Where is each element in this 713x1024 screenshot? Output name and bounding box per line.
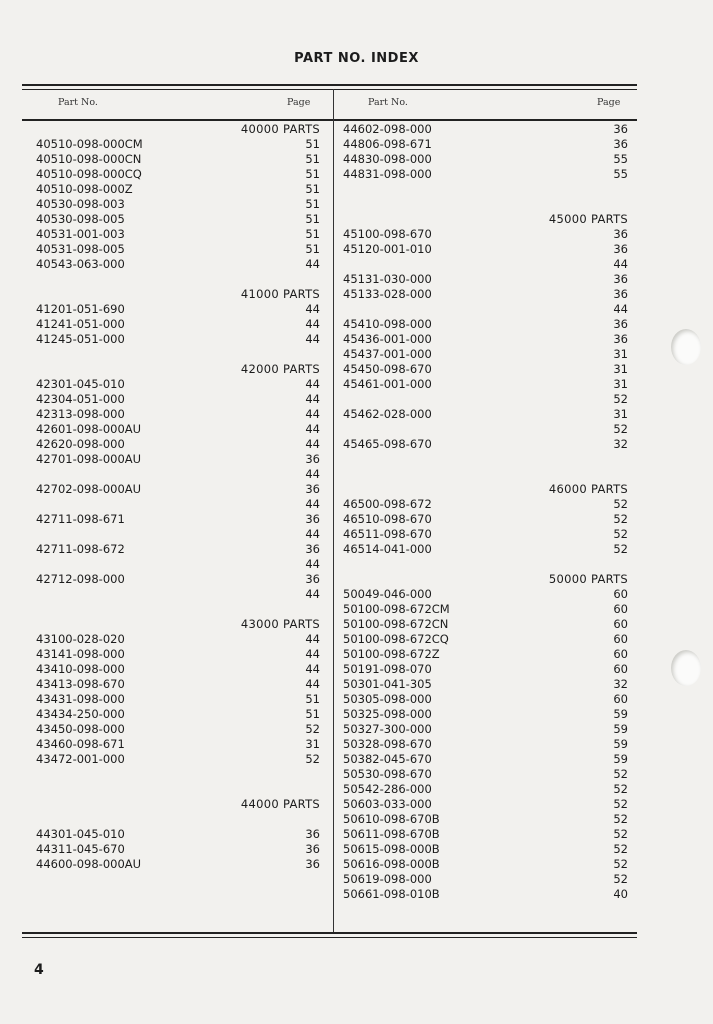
spacer-row: [36, 782, 320, 797]
index-row: [343, 872, 628, 887]
binder-hole: [671, 329, 701, 365]
index-row: [36, 497, 320, 512]
index-row: [343, 632, 628, 647]
left-part-header: Part No.: [58, 97, 98, 108]
index-row: [36, 242, 320, 257]
part-number: 42711-098-672: [36, 542, 125, 556]
part-number: 50611-098-670B: [343, 827, 440, 841]
index-row: [343, 362, 628, 377]
column-divider: [333, 89, 334, 932]
part-number: 42712-098-000: [36, 572, 125, 586]
right-index-column: [343, 122, 628, 902]
section-heading: [343, 212, 628, 227]
index-row: [36, 422, 320, 437]
index-row: [36, 857, 320, 872]
page-ref: 59: [613, 752, 628, 766]
spacer-row: [343, 452, 628, 467]
index-row: [343, 152, 628, 167]
section-heading: [36, 287, 320, 302]
right-part-header: Part No.: [368, 97, 408, 108]
page-ref: 36: [613, 287, 628, 301]
index-row: [343, 227, 628, 242]
index-row: [343, 392, 628, 407]
part-number: 40543-063-000: [36, 257, 125, 271]
spacer-row: [36, 602, 320, 617]
part-number: 45133-028-000: [343, 287, 432, 301]
page-ref: 36: [613, 332, 628, 346]
index-row: [36, 137, 320, 152]
index-row: [343, 647, 628, 662]
part-number: 45450-098-670: [343, 362, 432, 376]
index-row: [36, 437, 320, 452]
part-number: 50610-098-670B: [343, 812, 440, 826]
index-row: [343, 737, 628, 752]
page-ref: 44: [613, 302, 628, 316]
part-number: 50328-098-670: [343, 737, 432, 751]
part-number: 41241-051-000: [36, 317, 125, 331]
page-ref: 51: [305, 167, 320, 181]
index-row: [343, 497, 628, 512]
page-ref: 31: [613, 407, 628, 421]
index-row: [343, 602, 628, 617]
part-number: 42702-098-000AU: [36, 482, 142, 496]
spacer-row: [36, 767, 320, 782]
part-number: 50100-098-672CQ: [343, 632, 449, 646]
part-number: 50616-098-000B: [343, 857, 440, 871]
page-ref: 44: [305, 422, 320, 436]
index-row: [343, 377, 628, 392]
index-row: [343, 347, 628, 362]
part-number: 41245-051-000: [36, 332, 125, 346]
page-ref: 44: [305, 497, 320, 511]
page-ref: 32: [613, 437, 628, 451]
page-ref: 60: [613, 647, 628, 661]
index-row: [36, 407, 320, 422]
bottom-rule-thin: [22, 937, 637, 938]
index-row: [343, 272, 628, 287]
index-row: [36, 737, 320, 752]
page-ref: 44: [305, 377, 320, 391]
part-number: 50542-286-000: [343, 782, 432, 796]
index-row: [36, 257, 320, 272]
page-ref: 36: [305, 542, 320, 556]
part-number: 50100-098-672CM: [343, 602, 450, 616]
left-page-header: Page: [287, 97, 311, 108]
index-row: [343, 662, 628, 677]
part-number: 42313-098-000: [36, 407, 125, 421]
part-number: 44602-098-000: [343, 122, 432, 136]
part-number: 50100-098-672Z: [343, 647, 440, 661]
index-row: [343, 827, 628, 842]
page-ref: 36: [613, 137, 628, 151]
part-number: 45465-098-670: [343, 437, 432, 451]
index-row: [36, 572, 320, 587]
index-row: [343, 707, 628, 722]
page-ref: 36: [613, 272, 628, 286]
part-number: 50327-300-000: [343, 722, 432, 736]
section-label: 50000 PARTS: [548, 572, 628, 586]
spacer-row: [36, 347, 320, 362]
index-row: [36, 452, 320, 467]
page-ref: 36: [613, 122, 628, 136]
section-heading: [343, 572, 628, 587]
part-number: 44831-098-000: [343, 167, 432, 181]
part-number: 50305-098-000: [343, 692, 432, 706]
page-ref: 36: [305, 452, 320, 466]
page-ref: 60: [613, 692, 628, 706]
page-ref: 36: [305, 512, 320, 526]
part-number: 42304-051-000: [36, 392, 125, 406]
page-ref: 60: [613, 602, 628, 616]
page-ref: 52: [305, 752, 320, 766]
section-label: 43000 PARTS: [240, 617, 320, 631]
section-heading: [36, 362, 320, 377]
page-ref: 31: [305, 737, 320, 751]
page-ref: 52: [613, 812, 628, 826]
page-ref: 59: [613, 722, 628, 736]
part-number: 45410-098-000: [343, 317, 432, 331]
page-ref: 44: [305, 437, 320, 451]
page-ref: 36: [613, 317, 628, 331]
spacer-row: [343, 557, 628, 572]
part-number: 43434-250-000: [36, 707, 125, 721]
section-label: 44000 PARTS: [240, 797, 320, 811]
index-row: [343, 422, 628, 437]
part-number: 50619-098-000: [343, 872, 432, 886]
index-row: [36, 467, 320, 482]
part-number: 42711-098-671: [36, 512, 125, 526]
page-ref: 60: [613, 632, 628, 646]
part-number: 46514-041-000: [343, 542, 432, 556]
part-number: 44301-045-010: [36, 827, 125, 841]
page-ref: 31: [613, 377, 628, 391]
part-number: 46510-098-670: [343, 512, 432, 526]
page-ref: 51: [305, 212, 320, 226]
page-ref: 52: [613, 422, 628, 436]
bottom-rule: [22, 932, 637, 934]
index-row: [343, 842, 628, 857]
index-row: [36, 842, 320, 857]
spacer-row: [343, 467, 628, 482]
part-number: 45462-028-000: [343, 407, 432, 421]
section-heading: [36, 797, 320, 812]
page-ref: 36: [305, 857, 320, 871]
part-number: 50530-098-670: [343, 767, 432, 781]
part-number: 43460-098-671: [36, 737, 125, 751]
section-label: 42000 PARTS: [240, 362, 320, 376]
page-ref: 51: [305, 152, 320, 166]
page-ref: 44: [305, 302, 320, 316]
page-ref: 52: [613, 767, 628, 781]
page-ref: 44: [305, 557, 320, 571]
index-row: [343, 407, 628, 422]
left-index-column: [36, 122, 320, 872]
part-number: 50049-046-000: [343, 587, 432, 601]
page-ref: 52: [613, 542, 628, 556]
part-number: 40510-098-000Z: [36, 182, 133, 196]
page-ref: 52: [613, 782, 628, 796]
part-number: 44311-045-670: [36, 842, 125, 856]
index-row: [343, 782, 628, 797]
page-ref: 52: [613, 827, 628, 841]
part-number: 43413-098-670: [36, 677, 125, 691]
index-row: [343, 812, 628, 827]
page-ref: 44: [305, 587, 320, 601]
index-row: [343, 617, 628, 632]
index-row: [36, 662, 320, 677]
section-label: 40000 PARTS: [240, 122, 320, 136]
index-row: [343, 857, 628, 872]
spacer-row: [36, 272, 320, 287]
page-title: PART NO. INDEX: [294, 51, 419, 66]
index-row: [343, 692, 628, 707]
index-row: [36, 647, 320, 662]
part-number: 40510-098-000CQ: [36, 167, 142, 181]
page-ref: 52: [613, 392, 628, 406]
page-number: 4: [34, 962, 44, 978]
part-number: 45120-001-010: [343, 242, 432, 256]
index-row: [36, 212, 320, 227]
part-number: 50301-041-305: [343, 677, 432, 691]
index-row: [343, 137, 628, 152]
page-ref: 60: [613, 587, 628, 601]
index-row: [36, 482, 320, 497]
page-ref: 52: [613, 527, 628, 541]
part-number: 50615-098-000B: [343, 842, 440, 856]
index-row: [36, 692, 320, 707]
part-number: 43100-028-020: [36, 632, 125, 646]
page-ref: 36: [613, 242, 628, 256]
page-ref: 44: [305, 677, 320, 691]
part-number: 44830-098-000: [343, 152, 432, 166]
top-rule-thin: [22, 89, 637, 90]
index-row: [36, 317, 320, 332]
index-row: [343, 797, 628, 812]
part-number: 50603-033-000: [343, 797, 432, 811]
part-number: 50100-098-672CN: [343, 617, 449, 631]
index-row: [343, 887, 628, 902]
page-ref: 51: [305, 227, 320, 241]
part-number: 44600-098-000AU: [36, 857, 142, 871]
page-ref: 51: [305, 137, 320, 151]
page-ref: 52: [613, 872, 628, 886]
part-number: 44806-098-671: [343, 137, 432, 151]
page-ref: 51: [305, 182, 320, 196]
index-row: [36, 182, 320, 197]
index-row: [36, 377, 320, 392]
page-ref: 36: [613, 227, 628, 241]
page-ref: 51: [305, 707, 320, 721]
page-ref: 52: [613, 512, 628, 526]
index-row: [343, 332, 628, 347]
part-number: 50191-098-070: [343, 662, 432, 676]
index-row: [36, 752, 320, 767]
index-row: [36, 167, 320, 182]
page-ref: 52: [305, 722, 320, 736]
part-number: 40530-098-005: [36, 212, 125, 226]
section-heading: [343, 482, 628, 497]
part-number: 43410-098-000: [36, 662, 125, 676]
index-row: [343, 767, 628, 782]
page-ref: 44: [305, 317, 320, 331]
index-row: [343, 677, 628, 692]
index-row: [36, 677, 320, 692]
part-number: 45437-001-000: [343, 347, 432, 361]
part-number: 46511-098-670: [343, 527, 432, 541]
part-number: 50382-045-670: [343, 752, 432, 766]
page-ref: 52: [613, 497, 628, 511]
page-ref: 44: [305, 527, 320, 541]
index-row: [343, 302, 628, 317]
index-row: [36, 527, 320, 542]
part-number: 41201-051-690: [36, 302, 125, 316]
part-number: 43141-098-000: [36, 647, 125, 661]
page-ref: 31: [613, 347, 628, 361]
index-row: [343, 722, 628, 737]
page-ref: 44: [305, 662, 320, 676]
part-number: 40510-098-000CM: [36, 137, 143, 151]
page-ref: 52: [613, 857, 628, 871]
index-row: [36, 302, 320, 317]
index-row: [343, 122, 628, 137]
page-ref: 44: [305, 647, 320, 661]
index-row: [343, 242, 628, 257]
index-row: [343, 167, 628, 182]
page-ref: 55: [613, 167, 628, 181]
page-ref: 44: [305, 467, 320, 481]
section-label: 41000 PARTS: [240, 287, 320, 301]
section-heading: [36, 122, 320, 137]
page-ref: 55: [613, 152, 628, 166]
index-row: [343, 317, 628, 332]
part-number: 40531-001-003: [36, 227, 125, 241]
index-row: [343, 527, 628, 542]
page-ref: 51: [305, 692, 320, 706]
index-row: [36, 542, 320, 557]
page-ref: 44: [305, 257, 320, 271]
page-ref: 51: [305, 242, 320, 256]
page-ref: 44: [305, 632, 320, 646]
top-rule: [22, 84, 637, 86]
index-row: [36, 587, 320, 602]
part-number: 43431-098-000: [36, 692, 125, 706]
index-row: [343, 437, 628, 452]
index-row: [36, 707, 320, 722]
index-row: [343, 587, 628, 602]
spacer-row: [343, 197, 628, 212]
part-number: 40531-098-005: [36, 242, 125, 256]
index-row: [343, 542, 628, 557]
part-number: 42301-045-010: [36, 377, 125, 391]
index-row: [36, 152, 320, 167]
page-ref: 51: [305, 197, 320, 211]
index-row: [36, 827, 320, 842]
index-row: [36, 197, 320, 212]
index-row: [343, 752, 628, 767]
page-ref: 59: [613, 737, 628, 751]
part-number: 45131-030-000: [343, 272, 432, 286]
part-number: 40530-098-003: [36, 197, 125, 211]
index-row: [36, 512, 320, 527]
header-rule: [22, 119, 637, 121]
page-ref: 40: [613, 887, 628, 901]
right-page-header: Page: [597, 97, 621, 108]
part-number: 42601-098-000AU: [36, 422, 142, 436]
page-ref: 36: [305, 482, 320, 496]
page-ref: 52: [613, 797, 628, 811]
part-number: 50661-098-010B: [343, 887, 440, 901]
index-row: [36, 722, 320, 737]
page-ref: 52: [613, 842, 628, 856]
section-label: 45000 PARTS: [548, 212, 628, 226]
page-ref: 60: [613, 617, 628, 631]
index-row: [36, 632, 320, 647]
index-row: [343, 287, 628, 302]
index-row: [343, 512, 628, 527]
page-ref: 31: [613, 362, 628, 376]
part-number: 45461-001-000: [343, 377, 432, 391]
page-ref: 44: [305, 392, 320, 406]
part-number: 43472-001-000: [36, 752, 125, 766]
part-number: 45436-001-000: [343, 332, 432, 346]
section-label: 46000 PARTS: [548, 482, 628, 496]
page-ref: 44: [305, 407, 320, 421]
index-row: [36, 227, 320, 242]
part-number: 46500-098-672: [343, 497, 432, 511]
spacer-row: [343, 182, 628, 197]
part-number: 42701-098-000AU: [36, 452, 142, 466]
page-ref: 36: [305, 842, 320, 856]
page-ref: 32: [613, 677, 628, 691]
index-row: [36, 392, 320, 407]
page-ref: 59: [613, 707, 628, 721]
page-ref: 44: [613, 257, 628, 271]
page-ref: 36: [305, 572, 320, 586]
page-ref: 36: [305, 827, 320, 841]
part-number: 42620-098-000: [36, 437, 125, 451]
binder-hole: [671, 650, 701, 686]
page-ref: 60: [613, 662, 628, 676]
index-row: [36, 332, 320, 347]
index-row: [343, 257, 628, 272]
page-ref: 44: [305, 332, 320, 346]
part-number: 43450-098-000: [36, 722, 125, 736]
spacer-row: [36, 812, 320, 827]
index-row: [36, 557, 320, 572]
part-number: 40510-098-000CN: [36, 152, 142, 166]
part-number: 50325-098-000: [343, 707, 432, 721]
section-heading: [36, 617, 320, 632]
part-number: 45100-098-670: [343, 227, 432, 241]
